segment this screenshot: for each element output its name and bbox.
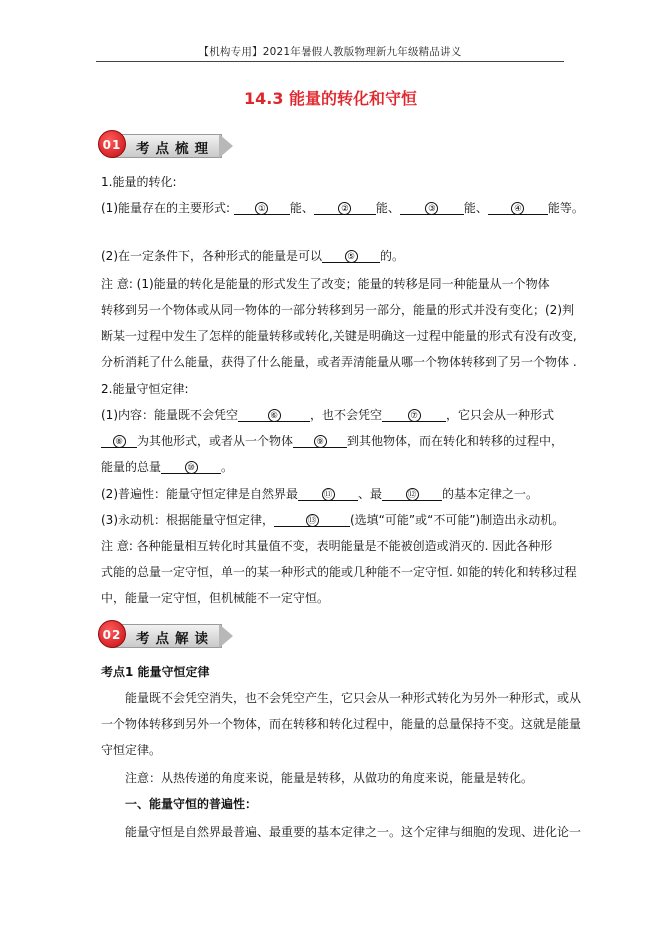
text-line-universal: (2)普遍性：能量守恒定律是自然界最 ⑪ 、最 ⑫ 的基本定律之一。 bbox=[101, 487, 539, 501]
blank-6[interactable]: ⑥ bbox=[238, 407, 310, 422]
text-line-perpetual: (3)永动机：根据能量守恒定律， ⑬ (选填“可能”或“不可能”)制造出永动机。 bbox=[101, 513, 565, 527]
note-line: 断某一过程中发生了怎样的能量转移或转化,关键是明确这一过程中能量的形式有没有改变, bbox=[101, 329, 577, 343]
subheading: 一、能量守恒的普遍性： bbox=[125, 797, 258, 811]
paragraph-line: 能量守恒是自然界最普遍、最重要的基本定律之一。这个定律与细胞的发现、进化论一 bbox=[125, 825, 582, 839]
blank-4[interactable]: ④ bbox=[488, 200, 548, 215]
blank-7[interactable]: ⑦ bbox=[382, 407, 446, 422]
note-line: 式能的总量一定守恒，单一的某一种形式的能或几种能不一定守恒. 如能的转化和转移过程 bbox=[101, 565, 577, 579]
blank-9[interactable]: ⑨ bbox=[293, 433, 347, 448]
blank-5[interactable]: ⑤ bbox=[322, 248, 380, 263]
text-line: 1.能量的转化: bbox=[101, 175, 177, 189]
text-line-forms: (1)能量存在的主要形式: ① 能、 ② 能、 ③ 能、 ④ 能等。 bbox=[101, 201, 584, 215]
note-line: 注 意: 各种能量相互转化时其量值不变，表明能量是不能被创造或消灭的. 因此各种形 bbox=[101, 539, 553, 553]
text-line: 2.能量守恒定律: bbox=[101, 382, 189, 396]
note-line: 分析消耗了什么能量，获得了什么能量，或者弄清能量从哪一个物体转移到了另一个物体 . bbox=[101, 355, 577, 369]
text-line-content: 能量的总量 ⑩ 。 bbox=[101, 460, 234, 474]
blank-8[interactable]: ⑧ bbox=[101, 433, 137, 448]
page-header: 【机构专用】2021年暑假人教版物理新九年级精品讲义 bbox=[198, 46, 462, 58]
page-title: 14.3 能量的转化和守恒 bbox=[243, 89, 418, 108]
point-heading: 考点1 能量守恒定律 bbox=[101, 665, 210, 679]
text-line-convert: (2)在一定条件下，各种形式的能量是可以 ⑤ 的。 bbox=[101, 249, 405, 263]
note-line: 中，能量一定守恒，但机械能不一定守恒。 bbox=[101, 591, 330, 605]
blank-1[interactable]: ① bbox=[234, 200, 290, 215]
paragraph-line: 能量既不会凭空消失，也不会凭空产生，它只会从一种形式转化为另外一种形式，或从 bbox=[125, 691, 582, 705]
banner-arrow-icon bbox=[219, 624, 233, 648]
text-line-content: ⑧ 为其他形式，或者从一个物体 ⑨ 到其他物体，而在转化和转移的过程中， bbox=[101, 433, 571, 449]
section-label: 考点解读 bbox=[136, 631, 214, 647]
paragraph-line: 注意：从热传递的角度来说，能量是转移，从做功的角度来说，能量是转化。 bbox=[125, 771, 534, 785]
header-rule bbox=[96, 61, 564, 62]
section-banner-01 bbox=[98, 130, 238, 160]
blank-13[interactable]: ⑬ bbox=[274, 512, 350, 527]
banner-arrow-icon bbox=[219, 134, 233, 158]
section-number: 02 bbox=[98, 620, 126, 648]
blank-11[interactable]: ⑪ bbox=[298, 486, 358, 501]
text-line-content: (1)内容：能量既不会凭空 ⑥ ，也不会凭空 ⑦ ，它只会从一种形式 bbox=[101, 408, 555, 422]
section-number: 01 bbox=[98, 130, 126, 158]
section-label: 考点梳理 bbox=[136, 141, 214, 157]
note-line: 注 意: (1)能量的转化是能量的形式发生了改变；能量的转移是同一种能量从一个物体 bbox=[101, 277, 550, 291]
blank-2[interactable]: ② bbox=[314, 200, 376, 215]
section-banner-02 bbox=[98, 620, 238, 650]
blank-3[interactable]: ③ bbox=[400, 200, 464, 215]
blank-12[interactable]: ⑫ bbox=[382, 486, 442, 501]
paragraph-line: 守恒定律。 bbox=[101, 743, 162, 757]
paragraph-line: 一个物体转移到另外一个物体，而在转移和转化过程中，能量的总量保持不变。这就是能量 bbox=[101, 717, 582, 731]
note-line: 转移到另一个物体或从同一物体的一部分转移到另一部分，能量的形式并没有变化；(2)判 bbox=[101, 303, 575, 317]
blank-10[interactable]: ⑩ bbox=[161, 459, 221, 474]
